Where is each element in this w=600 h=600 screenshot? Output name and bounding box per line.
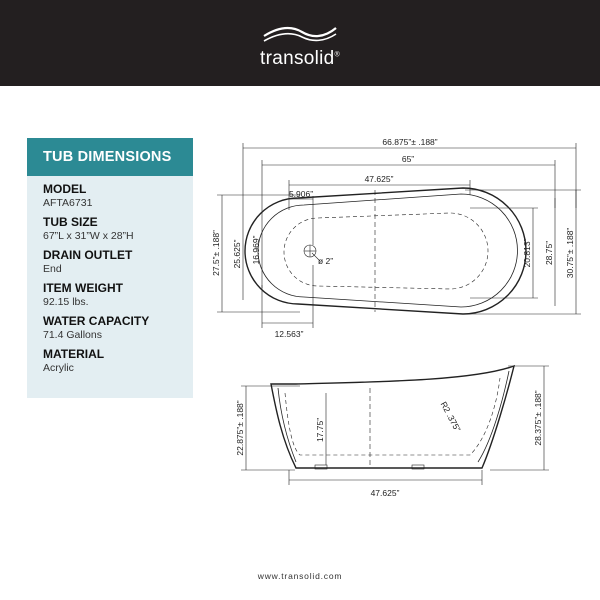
tub-outline-side-view (271, 366, 514, 468)
basin-length-label: 47.625” (364, 174, 394, 184)
bottom-length-label: 47.625” (370, 488, 400, 498)
right-inner-width-label: 28.75” (544, 240, 554, 266)
spec-label: MATERIAL (43, 347, 105, 361)
spec-label: ITEM WEIGHT (43, 281, 123, 295)
spec-label: TUB SIZE (43, 215, 98, 229)
left-basin-width-label: 16.969” (251, 235, 261, 265)
side-view-basin-dashed-outline (285, 378, 500, 455)
drain-diameter-label: ø 2” (318, 256, 334, 266)
registered-mark: ® (334, 51, 340, 59)
right-basin-width-label: 20.813” (522, 238, 532, 268)
rim-length-label: 65” (401, 154, 415, 164)
drain-offset-label: 5.906” (288, 189, 314, 199)
tub-outer-rim-top-view (245, 188, 526, 314)
spec-value: AFTA6731 (43, 197, 93, 209)
brand-name: transolid (260, 48, 335, 69)
spec-value: 92.15 lbs. (43, 296, 89, 308)
drain-to-end-label: 12.563” (274, 329, 304, 339)
spec-label: MODEL (43, 182, 87, 196)
basin-depth-label: 17.75” (315, 417, 325, 443)
low-height-label: 22.875”± .188” (235, 400, 245, 456)
spec-value: 71.4 Gallons (43, 329, 102, 341)
spec-label: WATER CAPACITY (43, 314, 150, 328)
spec-value: 67”L x 31”W x 28”H (43, 230, 134, 242)
back-radius-label: R2 .375” (438, 399, 463, 434)
footer-url[interactable]: www.transolid.com (257, 571, 343, 581)
tub-inner-rim-top-view (258, 194, 517, 307)
high-height-label: 28.375”± .188” (533, 390, 543, 446)
specs-title: TUB DIMENSIONS (27, 138, 193, 176)
overall-length-label: 66.875”± .188” (382, 137, 438, 147)
left-inner-width-label: 25.625” (232, 239, 242, 269)
right-overall-width-label: 30.75”± .188” (565, 227, 575, 279)
overall-width-label: 27.5”± .188” (211, 230, 221, 276)
spec-label: DRAIN OUTLET (43, 248, 133, 262)
spec-value: End (43, 263, 62, 275)
spec-value: Acrylic (43, 362, 74, 374)
